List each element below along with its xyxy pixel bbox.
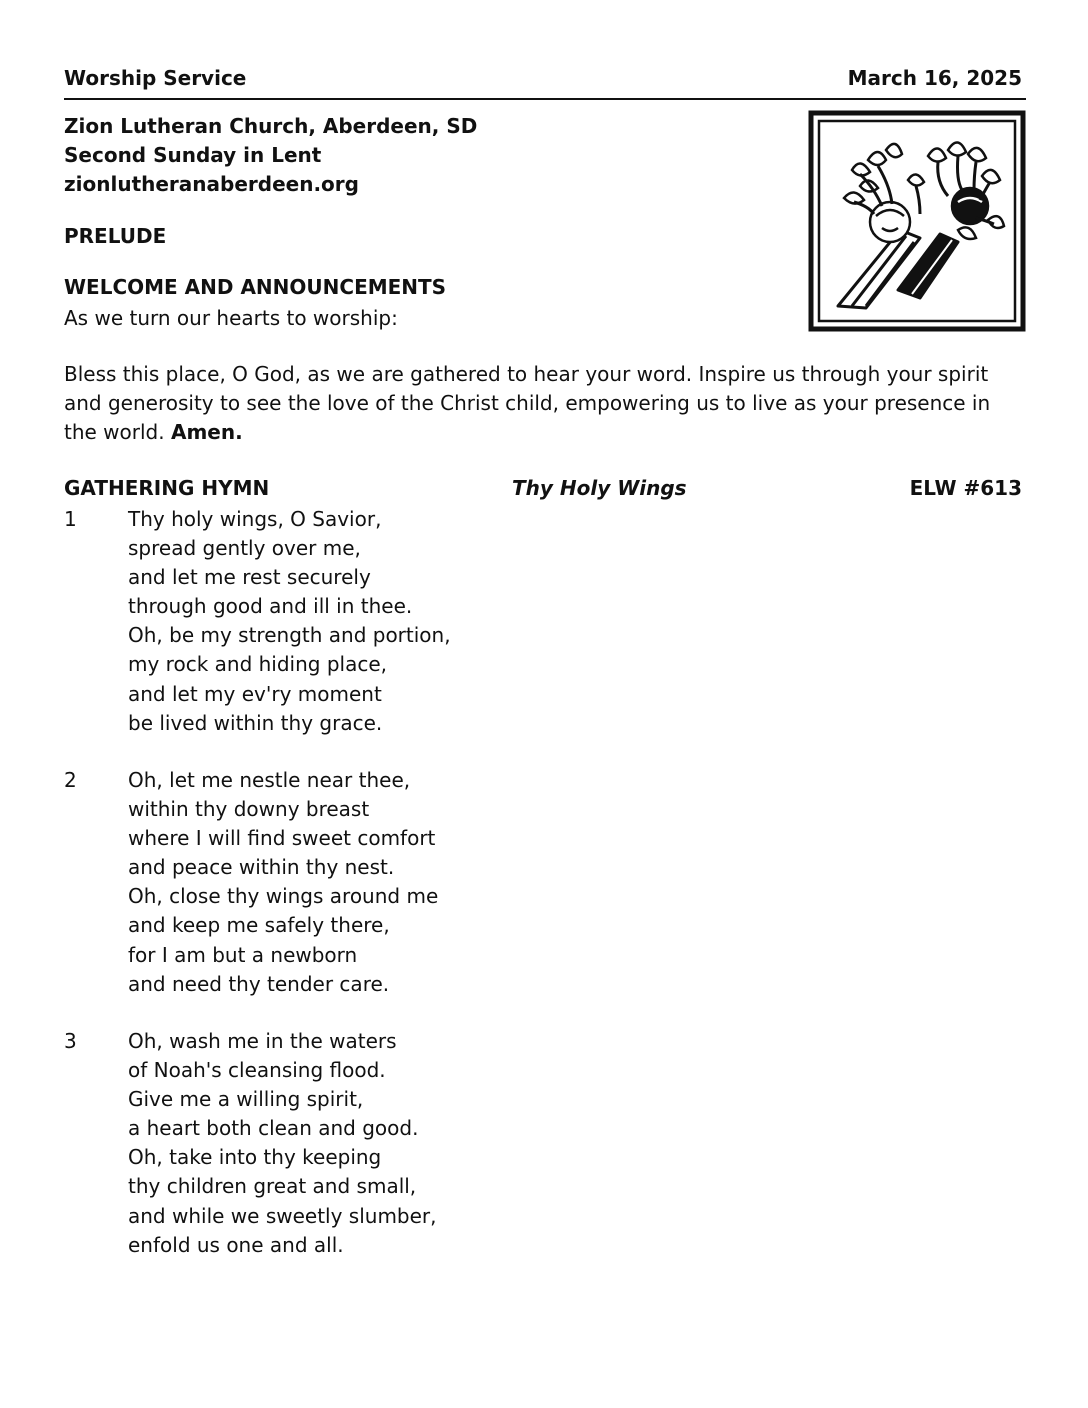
verse-line: thy children great and small, xyxy=(128,1174,417,1199)
verse-line: spread gently over me, xyxy=(128,536,361,561)
church-info xyxy=(64,112,477,199)
hymn-number: ELW #613 xyxy=(909,476,1022,500)
verse-lines xyxy=(128,1027,437,1260)
verse-line: Give me a willing spirit, xyxy=(128,1087,364,1112)
verse-line: Oh, wash me in the waters xyxy=(128,1029,397,1053)
header-title: Worship Service xyxy=(64,66,247,90)
verse-lines xyxy=(128,505,451,738)
verse-line: of Noah's cleansing flood. xyxy=(128,1058,386,1083)
verse-line: my rock and hiding place, xyxy=(128,652,387,677)
page-header xyxy=(64,66,1026,100)
verse-line: and need thy tender care. xyxy=(128,971,390,996)
verse-line: and let me rest securely xyxy=(128,565,371,590)
verse-line: enfold us one and all. xyxy=(128,1232,344,1257)
prayer-amen: Amen. xyxy=(170,420,243,444)
lenten-tree-woodcut-icon xyxy=(808,110,1026,332)
verse-number: 2 xyxy=(64,768,77,792)
verse-line: and while we sweetly slumber, xyxy=(128,1203,437,1228)
verse-lines xyxy=(128,766,438,999)
verse-line: Oh, let me nestle near thee, xyxy=(128,768,411,792)
header-date: March 16, 2025 xyxy=(847,66,1022,90)
verse-line: a heart both clean and good. xyxy=(128,1116,419,1141)
verse-line: Oh, be my strength and portion, xyxy=(128,623,451,648)
verse-number: 3 xyxy=(64,1029,77,1053)
verse-line: and let my ev'ry moment xyxy=(128,681,382,706)
hymn-heading-row xyxy=(64,476,1022,506)
welcome-heading: WELCOME AND ANNOUNCEMENTS xyxy=(64,275,447,299)
verse-line: through good and ill in thee. xyxy=(128,594,413,619)
verse-line: Oh, close thy wings around me xyxy=(128,884,439,909)
verse-line: where I will find sweet comfort xyxy=(128,826,436,851)
verse-line: for I am but a newborn xyxy=(128,942,358,967)
verse-line: Thy holy wings, O Savior, xyxy=(128,507,382,531)
verse-line: within thy downy breast xyxy=(128,797,370,822)
sunday-name: Second Sunday in Lent xyxy=(64,143,322,167)
verse-line: and peace within thy nest. xyxy=(128,855,395,880)
verse-line: Oh, take into thy keeping xyxy=(128,1145,382,1170)
opening-prayer xyxy=(64,360,1026,447)
church-name: Zion Lutheran Church, Aberdeen, SD xyxy=(64,114,478,138)
hymn-title: Thy Holy Wings xyxy=(512,476,687,500)
welcome-intro: As we turn our hearts to worship: xyxy=(64,306,398,330)
verse-line: be lived within thy grace. xyxy=(128,710,383,735)
prelude-heading: PRELUDE xyxy=(64,224,167,248)
prayer-text: Bless this place, O God, as we are gathered to hear your word. Inspire us through your spirit and generosity to see the love of the Christ child, empowering us to live as your presence in the world. xyxy=(64,362,991,444)
verse-line: and keep me safely there, xyxy=(128,913,390,938)
verse-number: 1 xyxy=(64,507,77,531)
hymn-label: GATHERING HYMN xyxy=(64,476,270,500)
church-website: zionlutheranaberdeen.org xyxy=(64,172,359,196)
